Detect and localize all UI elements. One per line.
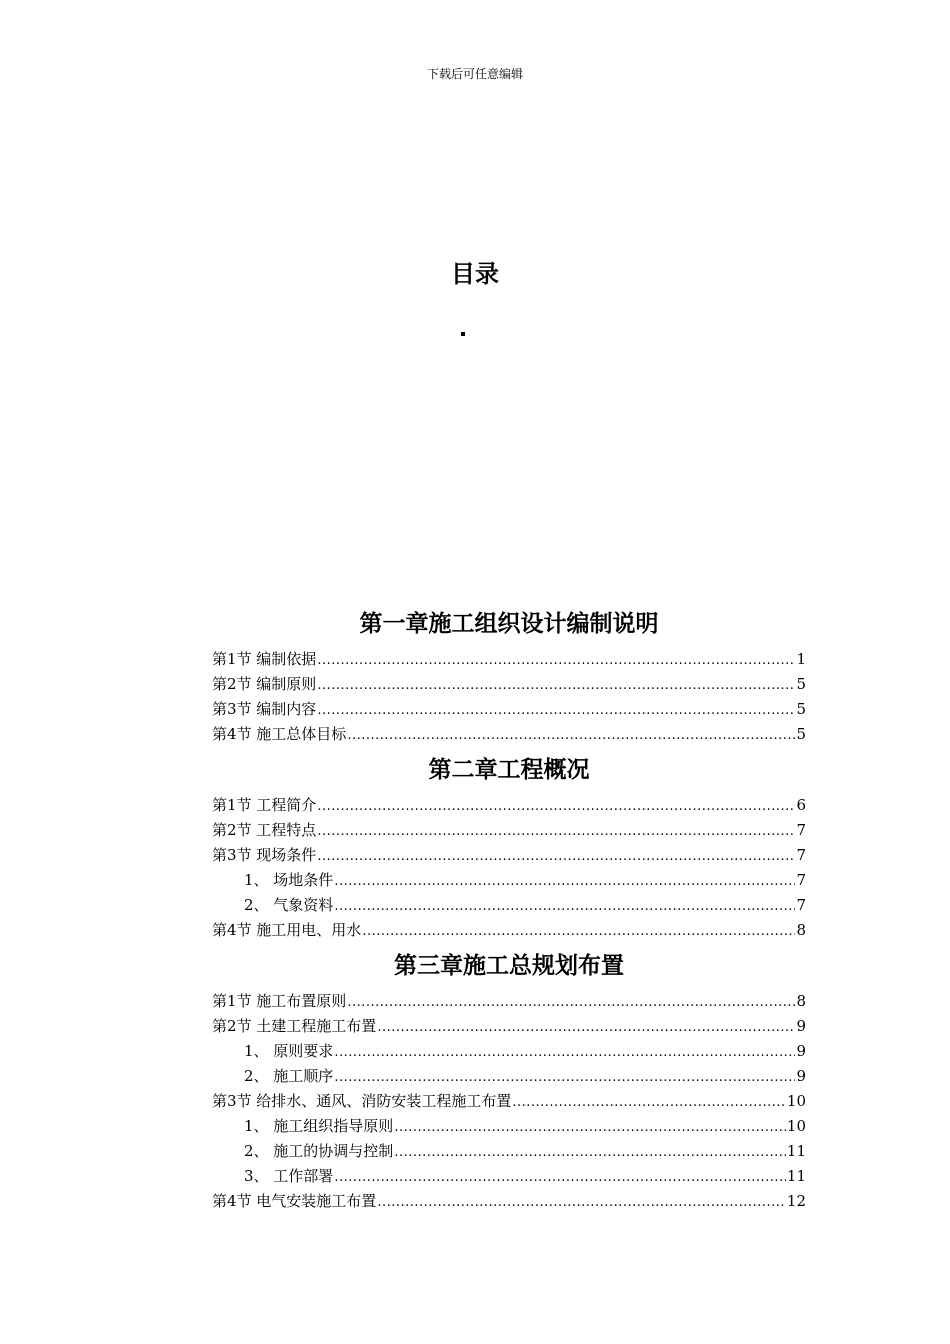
toc-entry[interactable] (212, 843, 806, 868)
toc-entry-label: 1、 施工组织指导原则 (244, 1117, 394, 1135)
toc-entry-label: 3、 工作部署 (244, 1167, 334, 1185)
toc-entry[interactable] (212, 989, 806, 1014)
toc-entry-label: 第2节 编制原则 (212, 675, 317, 693)
toc-entry-label: 2、 施工的协调与控制 (244, 1142, 394, 1160)
dot-leader (317, 794, 795, 819)
toc-page-number: 5 (796, 725, 806, 743)
dot-leader (377, 1015, 795, 1040)
dot-leader (334, 1065, 795, 1090)
toc-entry-label: 第2节 工程特点 (212, 821, 317, 839)
dot-leader (317, 844, 795, 869)
dot-leader (377, 1190, 786, 1215)
toc-entry-label: 第2节 土建工程施工布置 (212, 1017, 377, 1035)
toc-entry[interactable] (212, 1089, 806, 1114)
toc-page-number: 5 (796, 675, 806, 693)
dot-leader (334, 869, 795, 894)
dot-leader (317, 819, 795, 844)
chapter-heading: 第三章施工总规划布置 (394, 953, 624, 979)
dot-leader (362, 919, 795, 944)
header-note: 下载后可任意编辑 (426, 67, 523, 81)
toc-entry-label: 第1节 工程简介 (212, 796, 317, 814)
toc-subentry[interactable] (212, 1114, 806, 1139)
toc-page-number: 10 (786, 1092, 806, 1110)
toc-page-number: 9 (796, 1042, 806, 1060)
toc-entry-label: 第3节 给排水、通风、消防安装工程施工布置 (212, 1092, 512, 1110)
toc-page-number: 11 (786, 1142, 806, 1160)
toc-page-number: 1 (796, 650, 806, 668)
dot-leader (512, 1090, 786, 1115)
dot-leader (394, 1140, 786, 1165)
toc-entry[interactable] (212, 1014, 806, 1039)
toc-page-number: 12 (786, 1192, 806, 1210)
toc-entry-label: 第3节 编制内容 (212, 700, 317, 718)
toc-entry-label: 第4节 施工总体目标 (212, 725, 347, 743)
dot-leader (334, 1165, 786, 1190)
toc-subentry[interactable] (212, 868, 806, 893)
toc-title: 目录 (451, 260, 499, 288)
toc-entry[interactable] (212, 818, 806, 843)
dot-leader (317, 648, 795, 673)
table-of-contents (212, 604, 806, 1214)
toc-entry[interactable] (212, 793, 806, 818)
toc-page-number: 9 (796, 1067, 806, 1085)
toc-entry-label: 第1节 施工布置原则 (212, 992, 347, 1010)
toc-entry-label: 2、 施工顺序 (244, 1067, 334, 1085)
dot-mark (461, 332, 465, 336)
toc-subentry[interactable] (212, 1164, 806, 1189)
toc-page-number: 8 (796, 921, 806, 939)
chapter-heading: 第一章施工组织设计编制说明 (359, 611, 659, 637)
toc-entry[interactable] (212, 1189, 806, 1214)
toc-entry-label: 第4节 电气安装施工布置 (212, 1192, 377, 1210)
toc-page-number: 7 (796, 896, 806, 914)
toc-page-number: 7 (796, 871, 806, 889)
toc-entry[interactable] (212, 647, 806, 672)
toc-entry[interactable] (212, 918, 806, 943)
toc-page-number: 7 (796, 846, 806, 864)
toc-entry-label: 第4节 施工用电、用水 (212, 921, 362, 939)
dot-leader (394, 1115, 786, 1140)
toc-page-number: 11 (786, 1167, 806, 1185)
toc-entry[interactable] (212, 672, 806, 697)
toc-entry-label: 1、 原则要求 (244, 1042, 334, 1060)
toc-entry[interactable] (212, 697, 806, 722)
dot-leader (347, 990, 795, 1015)
toc-page-number: 10 (786, 1117, 806, 1135)
toc-page-number: 6 (796, 796, 806, 814)
toc-entry-label: 1、 场地条件 (244, 871, 334, 889)
dot-leader (317, 673, 795, 698)
dot-leader (334, 894, 795, 919)
toc-entry[interactable] (212, 722, 806, 747)
dot-leader (317, 698, 795, 723)
toc-subentry[interactable] (212, 1039, 806, 1064)
toc-page-number: 8 (796, 992, 806, 1010)
toc-page-number: 5 (796, 700, 806, 718)
chapter-heading: 第二章工程概况 (428, 757, 590, 783)
toc-subentry[interactable] (212, 1139, 806, 1164)
toc-subentry[interactable] (212, 1064, 806, 1089)
toc-entry-label: 第3节 现场条件 (212, 846, 317, 864)
toc-page-number: 9 (796, 1017, 806, 1035)
toc-subentry[interactable] (212, 893, 806, 918)
toc-entry-label: 2、 气象资料 (244, 896, 334, 914)
toc-entry-label: 第1节 编制依据 (212, 650, 317, 668)
dot-leader (334, 1040, 795, 1065)
dot-leader (347, 723, 795, 748)
toc-page-number: 7 (796, 821, 806, 839)
